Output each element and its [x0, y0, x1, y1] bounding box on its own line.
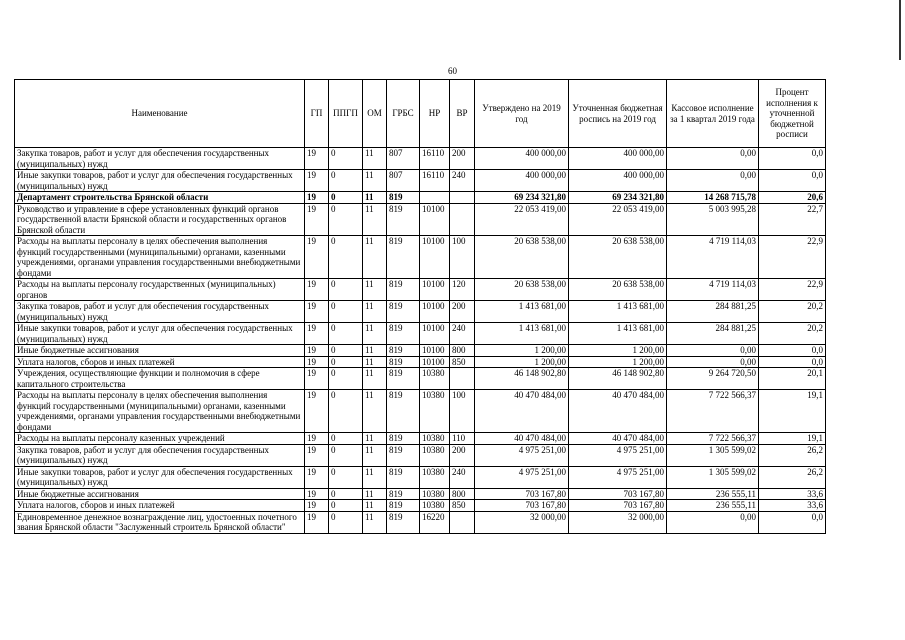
cell-approved: 4 975 251,00: [475, 444, 569, 466]
cell-nr: 10380: [420, 368, 450, 390]
cell-percent: 20,2: [759, 323, 826, 345]
table-row: [15, 323, 826, 345]
cell-vr: 200: [450, 301, 475, 323]
cell-ppgp: 0: [329, 500, 363, 512]
cell-grbs: 819: [387, 368, 420, 390]
table-row: [15, 500, 826, 512]
table-row: [15, 236, 826, 279]
cell-percent: 33,6: [759, 500, 826, 512]
cell-approved: 69 234 321,80: [475, 192, 569, 204]
header-om: ОМ: [363, 80, 387, 148]
header-vr: ВР: [450, 80, 475, 148]
cell-vr: [450, 368, 475, 390]
cell-name: Иные закупки товаров, работ и услуг для обеспечения государственных (муниципальных) нужд: [15, 323, 305, 345]
cell-percent: 26,2: [759, 444, 826, 466]
cell-grbs: 819: [387, 192, 420, 204]
cell-grbs: 819: [387, 511, 420, 533]
table-row: [15, 356, 826, 368]
table-row: [15, 279, 826, 301]
cell-grbs: 819: [387, 488, 420, 500]
cell-gp: 19: [305, 433, 329, 445]
cell-cash: 0,00: [667, 148, 759, 170]
cell-grbs: 819: [387, 345, 420, 357]
cell-ppgp: 0: [329, 236, 363, 279]
cell-cash: 0,00: [667, 170, 759, 192]
header-name: Наименование: [15, 80, 305, 148]
cell-refined: 20 638 538,00: [569, 236, 667, 279]
cell-om: 11: [363, 433, 387, 445]
cell-om: 11: [363, 236, 387, 279]
cell-percent: 0,0: [759, 511, 826, 533]
cell-approved: 400 000,00: [475, 170, 569, 192]
cell-vr: 800: [450, 345, 475, 357]
cell-grbs: 819: [387, 500, 420, 512]
cell-gp: 19: [305, 511, 329, 533]
cell-nr: 10380: [420, 390, 450, 433]
cell-name: Расходы на выплаты персоналу казенных учреждений: [15, 433, 305, 445]
cell-nr: [420, 192, 450, 204]
cell-cash: 0,00: [667, 356, 759, 368]
cell-approved: 40 470 484,00: [475, 433, 569, 445]
cell-gp: 19: [305, 170, 329, 192]
cell-grbs: 819: [387, 466, 420, 488]
cell-percent: 0,0: [759, 345, 826, 357]
cell-approved: 20 638 538,00: [475, 236, 569, 279]
cell-name: Закупка товаров, работ и услуг для обеспечения государственных (муниципальных) нужд: [15, 301, 305, 323]
cell-grbs: 807: [387, 170, 420, 192]
cell-approved: 400 000,00: [475, 148, 569, 170]
table-body: [15, 148, 826, 534]
cell-gp: 19: [305, 236, 329, 279]
cell-ppgp: 0: [329, 203, 363, 236]
table-row: [15, 390, 826, 433]
cell-refined: 20 638 538,00: [569, 279, 667, 301]
cell-refined: 1 413 681,00: [569, 323, 667, 345]
table-row: [15, 444, 826, 466]
cell-nr: 10100: [420, 279, 450, 301]
cell-gp: 19: [305, 444, 329, 466]
cell-percent: 0,0: [759, 148, 826, 170]
cell-nr: 16220: [420, 511, 450, 533]
cell-nr: 10100: [420, 323, 450, 345]
cell-ppgp: 0: [329, 368, 363, 390]
cell-cash: 14 268 715,78: [667, 192, 759, 204]
cell-om: 11: [363, 444, 387, 466]
cell-gp: 19: [305, 390, 329, 433]
cell-percent: 20,6: [759, 192, 826, 204]
header-grbs: ГРБС: [387, 80, 420, 148]
cell-approved: 22 053 419,00: [475, 203, 569, 236]
cell-gp: 19: [305, 500, 329, 512]
cell-cash: 1 305 599,02: [667, 466, 759, 488]
cell-percent: 26,2: [759, 466, 826, 488]
cell-cash: 0,00: [667, 345, 759, 357]
cell-vr: [450, 203, 475, 236]
cell-name: Единовременное денежное вознаграждение лиц, удостоенных почетного звания Брянской области "Заслуженный строитель Брянской области": [15, 511, 305, 533]
cell-grbs: 819: [387, 323, 420, 345]
cell-percent: 22,9: [759, 236, 826, 279]
cell-ppgp: 0: [329, 345, 363, 357]
cell-nr: 10380: [420, 466, 450, 488]
cell-approved: 4 975 251,00: [475, 466, 569, 488]
cell-name: Уплата налогов, сборов и иных платежей: [15, 500, 305, 512]
cell-percent: 20,2: [759, 301, 826, 323]
budget-table: [14, 79, 826, 534]
table-header-row: [15, 80, 826, 148]
cell-grbs: 819: [387, 236, 420, 279]
cell-gp: 19: [305, 356, 329, 368]
cell-percent: 22,9: [759, 279, 826, 301]
table-row: [15, 511, 826, 533]
cell-om: 11: [363, 466, 387, 488]
cell-approved: 1 200,00: [475, 356, 569, 368]
cell-vr: 240: [450, 323, 475, 345]
cell-refined: 703 167,80: [569, 500, 667, 512]
cell-approved: 32 000,00: [475, 511, 569, 533]
cell-grbs: 819: [387, 433, 420, 445]
header-refined: Уточненная бюджетная роспись на 2019 год: [569, 80, 667, 148]
cell-grbs: 807: [387, 148, 420, 170]
cell-om: 11: [363, 192, 387, 204]
cell-gp: 19: [305, 203, 329, 236]
cell-ppgp: 0: [329, 148, 363, 170]
cell-refined: 46 148 902,80: [569, 368, 667, 390]
header-approved: Утверждено на 2019 год: [475, 80, 569, 148]
cell-gp: 19: [305, 466, 329, 488]
table-row: [15, 170, 826, 192]
cell-nr: 16110: [420, 170, 450, 192]
cell-vr: 800: [450, 488, 475, 500]
cell-gp: 19: [305, 488, 329, 500]
cell-gp: 19: [305, 148, 329, 170]
cell-grbs: 819: [387, 356, 420, 368]
cell-vr: 240: [450, 170, 475, 192]
cell-cash: 0,00: [667, 511, 759, 533]
cell-refined: 40 470 484,00: [569, 390, 667, 433]
cell-refined: 1 200,00: [569, 356, 667, 368]
cell-refined: 1 413 681,00: [569, 301, 667, 323]
cell-name: Учреждения, осуществляющие функции и полномочия в сфере капитального строительства: [15, 368, 305, 390]
cell-cash: 4 719 114,03: [667, 236, 759, 279]
cell-gp: 19: [305, 192, 329, 204]
cell-om: 11: [363, 356, 387, 368]
cell-ppgp: 0: [329, 433, 363, 445]
cell-nr: 10100: [420, 301, 450, 323]
cell-refined: 69 234 321,80: [569, 192, 667, 204]
cell-om: 11: [363, 488, 387, 500]
cell-approved: 703 167,80: [475, 488, 569, 500]
table-row: [15, 192, 826, 204]
cell-vr: 100: [450, 236, 475, 279]
cell-cash: 284 881,25: [667, 323, 759, 345]
cell-refined: 4 975 251,00: [569, 444, 667, 466]
cell-om: 11: [363, 323, 387, 345]
cell-refined: 22 053 419,00: [569, 203, 667, 236]
cell-name: Уплата налогов, сборов и иных платежей: [15, 356, 305, 368]
cell-ppgp: 0: [329, 301, 363, 323]
cell-cash: 9 264 720,50: [667, 368, 759, 390]
header-gp: ГП: [305, 80, 329, 148]
cell-om: 11: [363, 368, 387, 390]
cell-om: 11: [363, 390, 387, 433]
cell-name: Расходы на выплаты персоналу государственных (муниципальных) органов: [15, 279, 305, 301]
cell-cash: 7 722 566,37: [667, 390, 759, 433]
cell-approved: 40 470 484,00: [475, 390, 569, 433]
cell-refined: 40 470 484,00: [569, 433, 667, 445]
cell-vr: 100: [450, 390, 475, 433]
cell-percent: 19,1: [759, 433, 826, 445]
cell-approved: 46 148 902,80: [475, 368, 569, 390]
cell-vr: 110: [450, 433, 475, 445]
cell-ppgp: 0: [329, 170, 363, 192]
cell-approved: 1 200,00: [475, 345, 569, 357]
cell-percent: 19,1: [759, 390, 826, 433]
cell-refined: 32 000,00: [569, 511, 667, 533]
page-number: 60: [448, 66, 457, 76]
table-row: [15, 148, 826, 170]
cell-percent: 22,7: [759, 203, 826, 236]
table-row: [15, 368, 826, 390]
cell-vr: 200: [450, 148, 475, 170]
cell-om: 11: [363, 500, 387, 512]
cell-gp: 19: [305, 345, 329, 357]
cell-nr: 10380: [420, 444, 450, 466]
cell-name: Иные бюджетные ассигнования: [15, 345, 305, 357]
cell-name: Закупка товаров, работ и услуг для обеспечения государственных (муниципальных) нужд: [15, 444, 305, 466]
cell-ppgp: 0: [329, 390, 363, 433]
cell-percent: 20,1: [759, 368, 826, 390]
cell-cash: 7 722 566,37: [667, 433, 759, 445]
cell-grbs: 819: [387, 390, 420, 433]
cell-nr: 10100: [420, 356, 450, 368]
cell-refined: 703 167,80: [569, 488, 667, 500]
cell-cash: 236 555,11: [667, 488, 759, 500]
cell-nr: 10380: [420, 500, 450, 512]
cell-cash: 284 881,25: [667, 301, 759, 323]
cell-name: Руководство и управление в сфере установленных функций органов государственной власти Брянской области и государственных органов Брянской области: [15, 203, 305, 236]
cell-gp: 19: [305, 368, 329, 390]
cell-gp: 19: [305, 301, 329, 323]
table-row: [15, 433, 826, 445]
cell-vr: [450, 192, 475, 204]
cell-ppgp: 0: [329, 279, 363, 301]
cell-nr: 10100: [420, 203, 450, 236]
cell-grbs: 819: [387, 279, 420, 301]
cell-refined: 4 975 251,00: [569, 466, 667, 488]
cell-refined: 1 200,00: [569, 345, 667, 357]
cell-name: Иные бюджетные ассигнования: [15, 488, 305, 500]
cell-nr: 16110: [420, 148, 450, 170]
cell-name: Иные закупки товаров, работ и услуг для обеспечения государственных (муниципальных) нужд: [15, 466, 305, 488]
cell-ppgp: 0: [329, 511, 363, 533]
cell-cash: 4 719 114,03: [667, 279, 759, 301]
cell-vr: 240: [450, 466, 475, 488]
cell-nr: 10380: [420, 488, 450, 500]
cell-ppgp: 0: [329, 323, 363, 345]
cell-percent: 0,0: [759, 170, 826, 192]
cell-ppgp: 0: [329, 466, 363, 488]
cell-om: 11: [363, 345, 387, 357]
table-row: [15, 203, 826, 236]
cell-om: 11: [363, 301, 387, 323]
cell-name: Расходы на выплаты персоналу в целях обеспечения выполнения функций государственными (муниципальными) органами, казенными учреждениями, органами управления государственными внебюджетными фондами: [15, 390, 305, 433]
cell-vr: 850: [450, 500, 475, 512]
cell-cash: 1 305 599,02: [667, 444, 759, 466]
cell-name: Иные закупки товаров, работ и услуг для обеспечения государственных (муниципальных) нужд: [15, 170, 305, 192]
cell-om: 11: [363, 279, 387, 301]
cell-vr: [450, 511, 475, 533]
cell-vr: 200: [450, 444, 475, 466]
cell-approved: 20 638 538,00: [475, 279, 569, 301]
cell-name: Департамент строительства Брянской области: [15, 192, 305, 204]
cell-gp: 19: [305, 279, 329, 301]
cell-vr: 850: [450, 356, 475, 368]
cell-nr: 10100: [420, 345, 450, 357]
cell-ppgp: 0: [329, 444, 363, 466]
cell-gp: 19: [305, 323, 329, 345]
cell-percent: 33,6: [759, 488, 826, 500]
cell-approved: 703 167,80: [475, 500, 569, 512]
table-row: [15, 345, 826, 357]
cell-vr: 120: [450, 279, 475, 301]
table-row: [15, 488, 826, 500]
cell-cash: 236 555,11: [667, 500, 759, 512]
header-cash: Кассовое исполнение за 1 квартал 2019 года: [667, 80, 759, 148]
cell-om: 11: [363, 203, 387, 236]
cell-om: 11: [363, 170, 387, 192]
cell-approved: 1 413 681,00: [475, 323, 569, 345]
cell-ppgp: 0: [329, 192, 363, 204]
cell-percent: 0,0: [759, 356, 826, 368]
cell-name: Закупка товаров, работ и услуг для обеспечения государственных (муниципальных) нужд: [15, 148, 305, 170]
cell-name: Расходы на выплаты персоналу в целях обеспечения выполнения функций государственными (муниципальными) органами, казенными учреждениями, органами управления государственными внебюджетными фондами: [15, 236, 305, 279]
cell-cash: 5 003 995,28: [667, 203, 759, 236]
cell-nr: 10100: [420, 236, 450, 279]
cell-om: 11: [363, 148, 387, 170]
header-nr: НР: [420, 80, 450, 148]
cell-nr: 10380: [420, 433, 450, 445]
cell-ppgp: 0: [329, 356, 363, 368]
cell-approved: 1 413 681,00: [475, 301, 569, 323]
table-row: [15, 301, 826, 323]
cell-grbs: 819: [387, 301, 420, 323]
cell-grbs: 819: [387, 444, 420, 466]
table-row: [15, 466, 826, 488]
header-ppgp: ППГП: [329, 80, 363, 148]
header-percent: Процент исполнения к уточненной бюджетной росписи: [759, 80, 826, 148]
cell-refined: 400 000,00: [569, 148, 667, 170]
cell-grbs: 819: [387, 203, 420, 236]
cell-om: 11: [363, 511, 387, 533]
cell-refined: 400 000,00: [569, 170, 667, 192]
cell-ppgp: 0: [329, 488, 363, 500]
scan-edge-mark: [899, 0, 901, 60]
